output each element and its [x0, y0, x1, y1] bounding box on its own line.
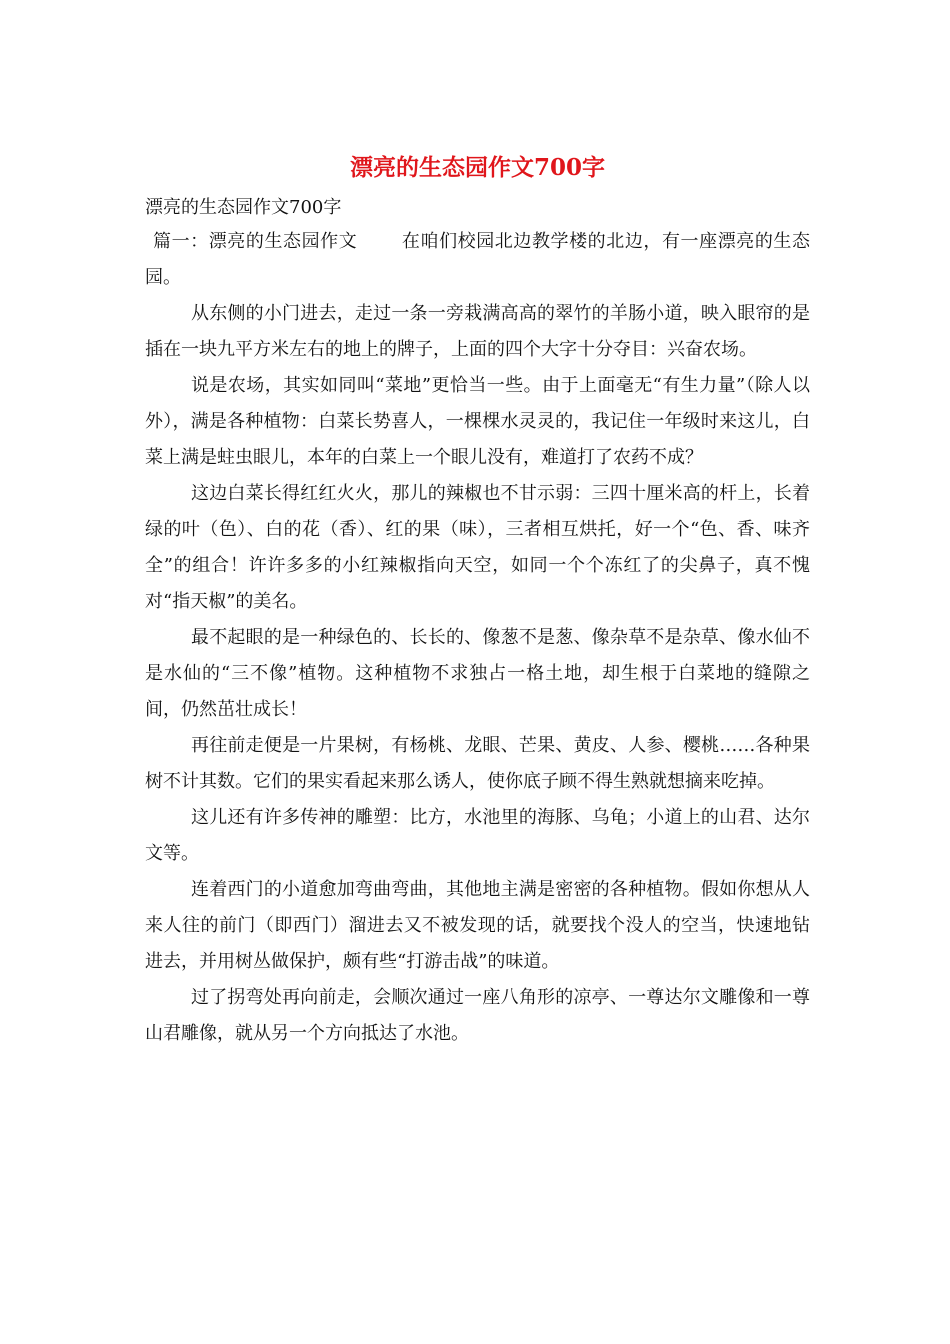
document-title: 漂亮的生态园作文700字 — [349, 154, 605, 181]
first-paragraph-text: 在咱们校园北边教学楼的北边，有一座漂亮的生态园。 — [145, 231, 811, 288]
body-paragraph: 最不起眼的是一种绿色的、长长的、像葱不是葱、像杂草不是杂草、像水仙不是水仙的“三不像”植物。这种植物不求独占一格土地，却生根于白菜地的缝隙之间，仍然茁壮成长！ — [145, 627, 810, 720]
body-paragraph: 这边白菜长得红红火火，那儿的辣椒也不甘示弱：三四十厘米高的杆上，长着绿的叶（色）、白的花（香）、红的果（味），三者相互烘托，好一个“色、香、味齐全”的组合！许许多多的小红辣椒指向天空，如同一个个冻红了的尖鼻子，真不愧对“指天椒”的美名。 — [145, 483, 810, 612]
body-paragraph: 连着西门的小道愈加弯曲弯曲，其他地主满是密密的各种植物。假如你想从人来人往的前门（即西门）溜进去又不被发现的话，就要找个没人的空当，快速地钻进去，并用树丛做保护，颇有些“打游击战”的味道。 — [145, 879, 810, 972]
body-paragraph: 这儿还有许多传神的雕塑：比方，水池里的海豚、乌龟；小道上的山君、达尔文等。 — [145, 807, 810, 864]
document-subtitle: 漂亮的生态园作文700字 — [145, 197, 342, 218]
body-paragraph: 从东侧的小门进去，走过一条一旁栽满高高的翠竹的羊肠小道，映入眼帘的是插在一块九平方米左右的地上的牌子，上面的四个大字十分夺目：兴奋农场。 — [145, 303, 810, 360]
body-paragraph: 再往前走便是一片果树，有杨桃、龙眼、芒果、黄皮、人参、樱桃……各种果树不计其数。它们的果实看起来那么诱人，使你底子顾不得生熟就想摘来吃掉。 — [145, 735, 810, 792]
first-paragraph-label: 篇一：漂亮的生态园作文 — [153, 231, 358, 252]
body-paragraph: 说是农场，其实如同叫“菜地”更恰当一些。由于上面毫无“有生力量”（除人以外），满是各种植物：白菜长势喜人，一棵棵水灵灵的，我记住一年级时来这儿，白菜上满是蛀虫眼儿，本年的白菜上一个眼儿没有，难道打了农药不成？ — [145, 375, 810, 468]
document-page — [145, 150, 810, 1052]
first-paragraph — [145, 224, 810, 296]
body-paragraph: 过了拐弯处再向前走，会顺次通过一座八角形的凉亭、一尊达尔文雕像和一尊山君雕像，就从另一个方向抵达了水池。 — [145, 987, 810, 1044]
